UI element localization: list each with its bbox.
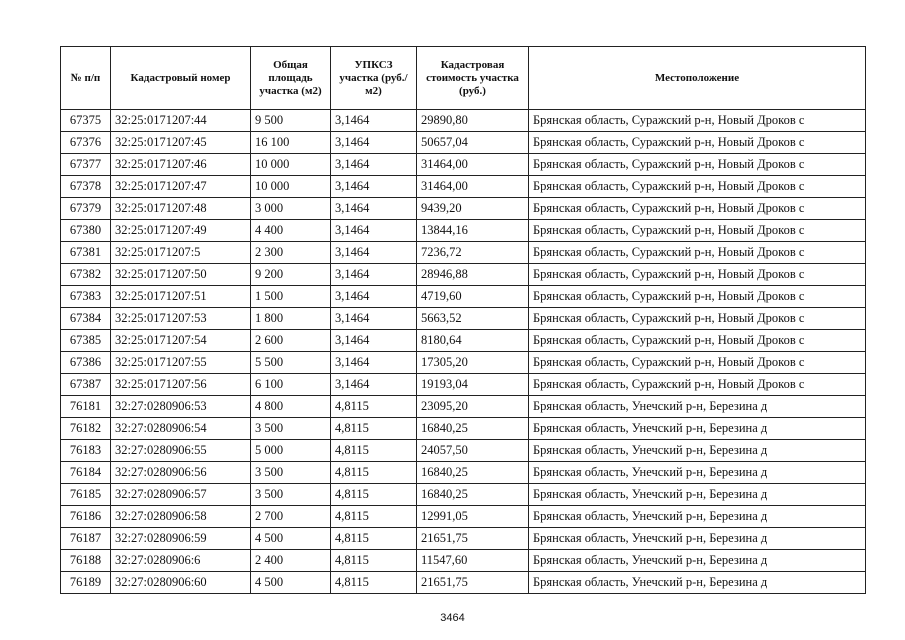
location-cell: Брянская область, Суражский р-н, Новый Дроков с [529, 330, 866, 352]
location-cell: Брянская область, Суражский р-н, Новый Дроков с [529, 264, 866, 286]
cadastral-value-cell: 17305,20 [417, 352, 529, 374]
upksz-cell: 3,1464 [331, 264, 417, 286]
location-cell: Брянская область, Суражский р-н, Новый Дроков с [529, 110, 866, 132]
cadastral-number-cell: 32:27:0280906:60 [111, 572, 251, 594]
upksz-cell: 3,1464 [331, 154, 417, 176]
table-row [61, 484, 866, 506]
header-row-number: № п/п [61, 47, 111, 110]
cadastral-value-cell: 9439,20 [417, 198, 529, 220]
table-row [61, 374, 866, 396]
header-area: Общая площадь участка (м2) [251, 47, 331, 110]
row-number-cell: 67384 [61, 308, 111, 330]
cadastral-number-cell: 32:27:0280906:57 [111, 484, 251, 506]
location-cell: Брянская область, Унечский р-н, Березина д [529, 506, 866, 528]
location-cell: Брянская область, Суражский р-н, Новый Дроков с [529, 154, 866, 176]
table-row [61, 132, 866, 154]
cadastral-value-cell: 21651,75 [417, 572, 529, 594]
row-number-cell: 67375 [61, 110, 111, 132]
cadastral-value-cell: 19193,04 [417, 374, 529, 396]
row-number-cell: 76186 [61, 506, 111, 528]
table-row [61, 220, 866, 242]
table-row [61, 506, 866, 528]
cadastral-value-cell: 50657,04 [417, 132, 529, 154]
area-cell: 1 800 [251, 308, 331, 330]
location-cell: Брянская область, Унечский р-н, Березина д [529, 462, 866, 484]
header-upksz: УПКСЗ участка (руб./м2) [331, 47, 417, 110]
cadastral-number-cell: 32:25:0171207:55 [111, 352, 251, 374]
cadastral-number-cell: 32:25:0171207:48 [111, 198, 251, 220]
table-row [61, 264, 866, 286]
cadastral-number-cell: 32:25:0171207:46 [111, 154, 251, 176]
cadastral-number-cell: 32:27:0280906:54 [111, 418, 251, 440]
cadastral-value-cell: 4719,60 [417, 286, 529, 308]
area-cell: 3 500 [251, 418, 331, 440]
area-cell: 5 000 [251, 440, 331, 462]
row-number-cell: 76185 [61, 484, 111, 506]
header-cadastral-number: Кадастровый номер [111, 47, 251, 110]
cadastral-number-cell: 32:25:0171207:53 [111, 308, 251, 330]
cadastral-value-table [60, 46, 866, 594]
table-row [61, 308, 866, 330]
area-cell: 5 500 [251, 352, 331, 374]
location-cell: Брянская область, Суражский р-н, Новый Дроков с [529, 286, 866, 308]
location-cell: Брянская область, Суражский р-н, Новый Дроков с [529, 242, 866, 264]
table-row [61, 176, 866, 198]
upksz-cell: 3,1464 [331, 110, 417, 132]
table-row [61, 418, 866, 440]
location-cell: Брянская область, Суражский р-н, Новый Дроков с [529, 176, 866, 198]
cadastral-number-cell: 32:27:0280906:59 [111, 528, 251, 550]
upksz-cell: 3,1464 [331, 352, 417, 374]
upksz-cell: 4,8115 [331, 572, 417, 594]
upksz-cell: 4,8115 [331, 396, 417, 418]
cadastral-number-cell: 32:27:0280906:55 [111, 440, 251, 462]
row-number-cell: 76189 [61, 572, 111, 594]
upksz-cell: 4,8115 [331, 484, 417, 506]
location-cell: Брянская область, Унечский р-н, Березина д [529, 572, 866, 594]
location-cell: Брянская область, Суражский р-н, Новый Дроков с [529, 132, 866, 154]
row-number-cell: 67387 [61, 374, 111, 396]
upksz-cell: 3,1464 [331, 242, 417, 264]
table-header-row [61, 47, 866, 110]
cadastral-number-cell: 32:25:0171207:51 [111, 286, 251, 308]
cadastral-number-cell: 32:25:0171207:47 [111, 176, 251, 198]
cadastral-value-cell: 12991,05 [417, 506, 529, 528]
table-row [61, 528, 866, 550]
row-number-cell: 67379 [61, 198, 111, 220]
cadastral-number-cell: 32:25:0171207:45 [111, 132, 251, 154]
table-row [61, 198, 866, 220]
cadastral-value-cell: 5663,52 [417, 308, 529, 330]
upksz-cell: 3,1464 [331, 308, 417, 330]
area-cell: 2 400 [251, 550, 331, 572]
row-number-cell: 67381 [61, 242, 111, 264]
upksz-cell: 4,8115 [331, 550, 417, 572]
table-row [61, 352, 866, 374]
table-row [61, 462, 866, 484]
cadastral-value-cell: 31464,00 [417, 154, 529, 176]
row-number-cell: 67386 [61, 352, 111, 374]
cadastral-value-cell: 16840,25 [417, 418, 529, 440]
cadastral-number-cell: 32:25:0171207:5 [111, 242, 251, 264]
cadastral-number-cell: 32:25:0171207:49 [111, 220, 251, 242]
cadastral-value-cell: 28946,88 [417, 264, 529, 286]
table-row [61, 550, 866, 572]
location-cell: Брянская область, Унечский р-н, Березина д [529, 550, 866, 572]
location-cell: Брянская область, Суражский р-н, Новый Дроков с [529, 352, 866, 374]
upksz-cell: 4,8115 [331, 440, 417, 462]
row-number-cell: 76188 [61, 550, 111, 572]
upksz-cell: 3,1464 [331, 198, 417, 220]
upksz-cell: 3,1464 [331, 330, 417, 352]
area-cell: 4 400 [251, 220, 331, 242]
upksz-cell: 4,8115 [331, 418, 417, 440]
location-cell: Брянская область, Суражский р-н, Новый Дроков с [529, 308, 866, 330]
location-cell: Брянская область, Унечский р-н, Березина д [529, 396, 866, 418]
table-row [61, 242, 866, 264]
area-cell: 2 300 [251, 242, 331, 264]
header-cadastral-value: Кадастровая стоимость участка (руб.) [417, 47, 529, 110]
header-location: Местоположение [529, 47, 866, 110]
upksz-cell: 3,1464 [331, 176, 417, 198]
location-cell: Брянская область, Унечский р-н, Березина д [529, 418, 866, 440]
location-cell: Брянская область, Суражский р-н, Новый Дроков с [529, 198, 866, 220]
area-cell: 10 000 [251, 154, 331, 176]
cadastral-number-cell: 32:25:0171207:50 [111, 264, 251, 286]
table-row [61, 572, 866, 594]
area-cell: 2 600 [251, 330, 331, 352]
area-cell: 4 500 [251, 528, 331, 550]
row-number-cell: 76181 [61, 396, 111, 418]
cadastral-value-cell: 21651,75 [417, 528, 529, 550]
cadastral-number-cell: 32:27:0280906:53 [111, 396, 251, 418]
upksz-cell: 4,8115 [331, 462, 417, 484]
cadastral-number-cell: 32:25:0171207:44 [111, 110, 251, 132]
cadastral-number-cell: 32:25:0171207:54 [111, 330, 251, 352]
page-number: 3464 [440, 612, 465, 624]
location-cell: Брянская область, Унечский р-н, Березина д [529, 484, 866, 506]
location-cell: Брянская область, Унечский р-н, Березина д [529, 440, 866, 462]
upksz-cell: 3,1464 [331, 132, 417, 154]
row-number-cell: 67378 [61, 176, 111, 198]
area-cell: 9 200 [251, 264, 331, 286]
cadastral-value-cell: 29890,80 [417, 110, 529, 132]
cadastral-number-cell: 32:27:0280906:6 [111, 550, 251, 572]
row-number-cell: 67376 [61, 132, 111, 154]
row-number-cell: 67382 [61, 264, 111, 286]
cadastral-value-cell: 16840,25 [417, 484, 529, 506]
area-cell: 4 500 [251, 572, 331, 594]
location-cell: Брянская область, Суражский р-н, Новый Дроков с [529, 374, 866, 396]
row-number-cell: 76183 [61, 440, 111, 462]
row-number-cell: 67383 [61, 286, 111, 308]
row-number-cell: 76182 [61, 418, 111, 440]
table-row [61, 110, 866, 132]
area-cell: 10 000 [251, 176, 331, 198]
upksz-cell: 4,8115 [331, 506, 417, 528]
table-row [61, 154, 866, 176]
cadastral-value-cell: 24057,50 [417, 440, 529, 462]
cadastral-value-cell: 23095,20 [417, 396, 529, 418]
cadastral-value-cell: 11547,60 [417, 550, 529, 572]
cadastral-value-cell: 8180,64 [417, 330, 529, 352]
location-cell: Брянская область, Суражский р-н, Новый Дроков с [529, 220, 866, 242]
area-cell: 16 100 [251, 132, 331, 154]
upksz-cell: 3,1464 [331, 220, 417, 242]
location-cell: Брянская область, Унечский р-н, Березина д [529, 528, 866, 550]
area-cell: 1 500 [251, 286, 331, 308]
table-row [61, 286, 866, 308]
area-cell: 9 500 [251, 110, 331, 132]
cadastral-number-cell: 32:27:0280906:58 [111, 506, 251, 528]
upksz-cell: 3,1464 [331, 374, 417, 396]
area-cell: 3 500 [251, 462, 331, 484]
row-number-cell: 67385 [61, 330, 111, 352]
cadastral-value-cell: 31464,00 [417, 176, 529, 198]
table-row [61, 330, 866, 352]
cadastral-value-cell: 13844,16 [417, 220, 529, 242]
row-number-cell: 67377 [61, 154, 111, 176]
area-cell: 3 500 [251, 484, 331, 506]
cadastral-value-cell: 16840,25 [417, 462, 529, 484]
area-cell: 6 100 [251, 374, 331, 396]
row-number-cell: 76184 [61, 462, 111, 484]
table-row [61, 440, 866, 462]
area-cell: 2 700 [251, 506, 331, 528]
cadastral-number-cell: 32:25:0171207:56 [111, 374, 251, 396]
area-cell: 4 800 [251, 396, 331, 418]
upksz-cell: 3,1464 [331, 286, 417, 308]
area-cell: 3 000 [251, 198, 331, 220]
row-number-cell: 67380 [61, 220, 111, 242]
table-row [61, 396, 866, 418]
cadastral-number-cell: 32:27:0280906:56 [111, 462, 251, 484]
row-number-cell: 76187 [61, 528, 111, 550]
upksz-cell: 4,8115 [331, 528, 417, 550]
cadastral-value-cell: 7236,72 [417, 242, 529, 264]
